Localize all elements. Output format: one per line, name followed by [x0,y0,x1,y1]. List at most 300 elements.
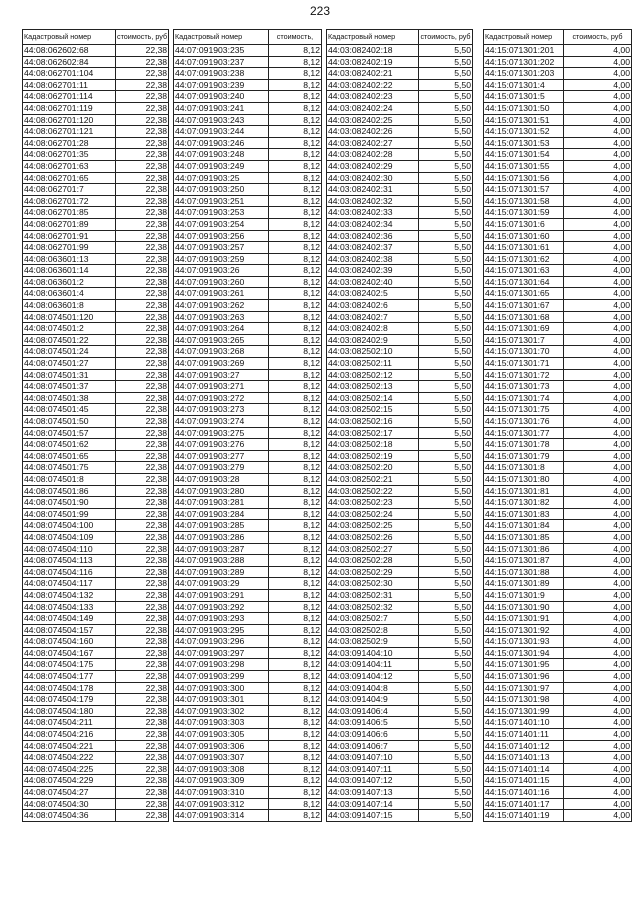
table-row [174,578,322,590]
column-header-cadastral-number: Кадастровый номер [23,30,116,45]
table-row [23,369,169,381]
cadastral-number-cell: 44:15:071301:91 [484,613,564,625]
cadastral-number-cell: 44:08:074504:229 [23,775,116,787]
cost-cell: 8,12 [269,369,322,381]
cadastral-number-cell: 44:03:082402:38 [327,253,419,265]
cost-cell: 4,00 [564,79,632,91]
table-row [484,798,632,810]
table-row [174,543,322,555]
cadastral-number-cell: 44:15:071301:93 [484,636,564,648]
table-row [484,404,632,416]
cost-cell: 4,00 [564,555,632,567]
cadastral-number-cell: 44:15:071301:62 [484,253,564,265]
cost-cell: 22,38 [116,752,169,764]
cost-cell: 5,50 [419,79,473,91]
table-row [484,230,632,242]
cost-cell: 22,38 [116,705,169,717]
cadastral-number-cell: 44:03:091404:12 [327,671,419,683]
table-row [327,369,473,381]
cost-cell: 8,12 [269,218,322,230]
cadastral-number-cell: 44:03:082502:12 [327,369,419,381]
cadastral-number-cell: 44:08:074501:99 [23,508,116,520]
table-row [174,787,322,799]
cadastral-number-cell: 44:07:091903:314 [174,810,269,822]
cost-cell: 22,38 [116,334,169,346]
table-row [484,300,632,312]
cost-cell: 8,12 [269,589,322,601]
cadastral-number-cell: 44:03:082502:29 [327,566,419,578]
cost-cell: 22,38 [116,230,169,242]
table-row [174,740,322,752]
table-row [23,358,169,370]
cost-cell: 4,00 [564,729,632,741]
cost-cell: 8,12 [269,160,322,172]
table-row [327,589,473,601]
cost-cell: 8,12 [269,543,322,555]
cost-cell: 5,50 [419,102,473,114]
cost-cell: 4,00 [564,242,632,254]
cost-cell: 5,50 [419,172,473,184]
table-row [327,485,473,497]
table-row [484,114,632,126]
cadastral-number-cell: 44:03:091407:13 [327,787,419,799]
cadastral-number-cell: 44:07:091903:292 [174,601,269,613]
table-row [174,218,322,230]
table-row [23,647,169,659]
cost-cell: 4,00 [564,102,632,114]
cost-cell: 8,12 [269,126,322,138]
cadastral-number-cell: 44:03:082402:22 [327,79,419,91]
cadastral-number-cell: 44:03:091404:10 [327,647,419,659]
cost-cell: 22,38 [116,729,169,741]
cadastral-number-cell: 44:03:082502:20 [327,462,419,474]
cost-cell: 4,00 [564,369,632,381]
cadastral-number-cell: 44:15:071301:65 [484,288,564,300]
table-row [484,253,632,265]
cost-cell: 8,12 [269,531,322,543]
table-row [327,752,473,764]
table-row [23,56,169,68]
cost-cell: 5,50 [419,323,473,335]
cadastral-number-cell: 44:03:082502:18 [327,439,419,451]
cost-cell: 8,12 [269,45,322,57]
cost-cell: 8,12 [269,508,322,520]
cadastral-number-cell: 44:07:091903:264 [174,323,269,335]
cadastral-number-cell: 44:15:071301:82 [484,497,564,509]
cost-cell: 8,12 [269,346,322,358]
table-row [23,392,169,404]
cost-cell: 8,12 [269,462,322,474]
cost-cell: 22,38 [116,311,169,323]
cadastral-number-cell: 44:15:071301:73 [484,381,564,393]
table-row [23,624,169,636]
cadastral-number-cell: 44:08:074504:221 [23,740,116,752]
table-row [174,172,322,184]
table-row [327,543,473,555]
cost-cell: 4,00 [564,787,632,799]
cadastral-number-cell: 44:08:062701:65 [23,172,116,184]
table-row [327,404,473,416]
table-row [327,427,473,439]
table-row [23,381,169,393]
cadastral-number-cell: 44:07:091903:281 [174,497,269,509]
table-row [23,346,169,358]
table-row [327,45,473,57]
cadastral-number-cell: 44:15:071401:16 [484,787,564,799]
cadastral-number-cell: 44:03:082502:24 [327,508,419,520]
table-row [327,450,473,462]
cost-cell: 22,38 [116,520,169,532]
cost-cell: 5,50 [419,740,473,752]
cost-cell: 22,38 [116,740,169,752]
table-row [23,763,169,775]
cadastral-number-cell: 44:03:082402:18 [327,45,419,57]
cost-cell: 5,50 [419,149,473,161]
cadastral-number-cell: 44:15:071301:95 [484,659,564,671]
cost-cell: 5,50 [419,195,473,207]
cost-cell: 22,38 [116,242,169,254]
table-row [23,91,169,103]
cost-cell: 22,38 [116,462,169,474]
cost-cell: 22,38 [116,102,169,114]
cadastral-number-cell: 44:08:062701:99 [23,242,116,254]
table-row [484,68,632,80]
cadastral-number-cell: 44:08:074501:120 [23,311,116,323]
table-row [327,439,473,451]
cadastral-number-cell: 44:03:082502:13 [327,381,419,393]
cost-cell: 8,12 [269,102,322,114]
cadastral-number-cell: 44:03:082402:21 [327,68,419,80]
cost-cell: 5,50 [419,578,473,590]
cost-cell: 22,38 [116,647,169,659]
cost-cell: 22,38 [116,624,169,636]
table-row [174,763,322,775]
cadastral-number-cell: 44:08:063601:8 [23,300,116,312]
cost-cell: 4,00 [564,346,632,358]
table-row [327,671,473,683]
cadastral-number-cell: 44:15:071401:12 [484,740,564,752]
table-row [23,276,169,288]
cadastral-number-cell: 44:08:062701:63 [23,160,116,172]
cadastral-number-cell: 44:15:071301:54 [484,149,564,161]
cost-cell: 8,12 [269,358,322,370]
cadastral-number-cell: 44:08:074504:211 [23,717,116,729]
cadastral-number-cell: 44:07:091903:249 [174,160,269,172]
cadastral-number-cell: 44:08:074501:65 [23,450,116,462]
cadastral-number-cell: 44:08:074501:24 [23,346,116,358]
cadastral-number-cell: 44:15:071301:88 [484,566,564,578]
cost-cell: 8,12 [269,636,322,648]
table-row [23,671,169,683]
cadastral-number-cell: 44:07:091903:295 [174,624,269,636]
cost-cell: 5,50 [419,416,473,428]
cadastral-number-cell: 44:03:082502:21 [327,473,419,485]
cadastral-number-cell: 44:03:082502:27 [327,543,419,555]
cadastral-number-cell: 44:15:071301:59 [484,207,564,219]
table-row [23,439,169,451]
table-row [484,334,632,346]
table-row [484,520,632,532]
cadastral-number-cell: 44:08:062701:7 [23,184,116,196]
cadastral-number-cell: 44:15:071301:57 [484,184,564,196]
cadastral-number-cell: 44:03:082502:9 [327,636,419,648]
cadastral-number-cell: 44:08:074504:117 [23,578,116,590]
cadastral-number-cell: 44:15:071301:203 [484,68,564,80]
cost-cell: 8,12 [269,323,322,335]
cadastral-number-cell: 44:15:071301:90 [484,601,564,613]
table-row [23,102,169,114]
cost-cell: 4,00 [564,172,632,184]
cost-cell: 4,00 [564,682,632,694]
cadastral-number-cell: 44:07:091903:285 [174,520,269,532]
table-row [484,694,632,706]
table-row [327,416,473,428]
cadastral-number-cell: 44:15:071301:202 [484,56,564,68]
table-row [23,601,169,613]
cadastral-number-cell: 44:03:091407:12 [327,775,419,787]
cadastral-number-cell: 44:15:071301:51 [484,114,564,126]
cost-cell: 22,38 [116,671,169,683]
table-row [484,531,632,543]
table-row [484,160,632,172]
table-row [23,613,169,625]
cadastral-number-cell: 44:07:091903:244 [174,126,269,138]
cadastral-number-cell: 44:15:071301:92 [484,624,564,636]
cadastral-number-cell: 44:08:074504:175 [23,659,116,671]
cadastral-number-cell: 44:08:062701:72 [23,195,116,207]
cost-cell: 22,38 [116,288,169,300]
cadastral-number-cell: 44:07:091903:279 [174,462,269,474]
cadastral-number-cell: 44:03:082502:10 [327,346,419,358]
cost-cell: 5,50 [419,636,473,648]
cadastral-number-cell: 44:15:071301:72 [484,369,564,381]
cadastral-number-cell: 44:08:074504:100 [23,520,116,532]
cost-cell: 5,50 [419,682,473,694]
cadastral-number-cell: 44:03:082402:9 [327,334,419,346]
cadastral-number-cell: 44:07:091903:308 [174,763,269,775]
table-row [174,555,322,567]
cadastral-number-cell: 44:08:074504:109 [23,531,116,543]
table-row [327,392,473,404]
cost-cell: 8,12 [269,68,322,80]
cadastral-number-cell: 44:03:082502:11 [327,358,419,370]
table-row [484,729,632,741]
column-header-cost: стоимость, руб [419,30,473,45]
cost-cell: 8,12 [269,601,322,613]
cadastral-number-cell: 44:07:091903:239 [174,79,269,91]
cost-cell: 5,50 [419,601,473,613]
table-row [327,346,473,358]
cost-cell: 8,12 [269,184,322,196]
table-row [484,740,632,752]
cadastral-number-cell: 44:03:082502:15 [327,404,419,416]
table-row [174,416,322,428]
cadastral-number-cell: 44:03:082402:8 [327,323,419,335]
cost-cell: 22,38 [116,404,169,416]
cost-cell: 22,38 [116,300,169,312]
table-row [174,358,322,370]
table-row [327,334,473,346]
cadastral-number-cell: 44:03:082402:23 [327,91,419,103]
cadastral-number-cell: 44:08:062701:28 [23,137,116,149]
cadastral-number-cell: 44:07:091903:257 [174,242,269,254]
table-row [174,439,322,451]
cost-cell: 8,12 [269,566,322,578]
table-row [484,276,632,288]
cost-cell: 22,38 [116,358,169,370]
cost-cell: 4,00 [564,694,632,706]
cost-cell: 5,50 [419,694,473,706]
cadastral-number-cell: 44:15:071301:70 [484,346,564,358]
cost-cell: 4,00 [564,473,632,485]
table-row [327,508,473,520]
table-row [484,218,632,230]
table-row [23,694,169,706]
table-row [484,381,632,393]
table-row [23,416,169,428]
table-row [484,311,632,323]
cadastral-number-cell: 44:08:074504:116 [23,566,116,578]
cadastral-number-cell: 44:08:062602:68 [23,45,116,57]
cost-cell: 5,50 [419,358,473,370]
table-row [23,485,169,497]
table-row [484,346,632,358]
table-row [327,242,473,254]
cost-cell: 8,12 [269,172,322,184]
cadastral-number-cell: 44:07:091903:262 [174,300,269,312]
cadastral-number-cell: 44:07:091903:312 [174,798,269,810]
cost-cell: 8,12 [269,798,322,810]
cadastral-number-cell: 44:03:082502:31 [327,589,419,601]
table-row [484,543,632,555]
cadastral-number-cell: 44:15:071301:80 [484,473,564,485]
cost-cell: 4,00 [564,543,632,555]
table-row [174,531,322,543]
cadastral-number-cell: 44:03:082402:26 [327,126,419,138]
cadastral-number-cell: 44:03:082402:5 [327,288,419,300]
cadastral-number-cell: 44:08:074501:27 [23,358,116,370]
cadastral-number-cell: 44:15:071301:53 [484,137,564,149]
cost-cell: 5,50 [419,520,473,532]
cost-cell: 8,12 [269,276,322,288]
cost-cell: 5,50 [419,56,473,68]
cost-cell: 8,12 [269,810,322,822]
table-row [174,45,322,57]
table-row [327,230,473,242]
cost-cell: 5,50 [419,253,473,265]
cost-cell: 5,50 [419,160,473,172]
table-row [23,427,169,439]
cost-cell: 8,12 [269,763,322,775]
cadastral-number-cell: 44:15:071301:78 [484,439,564,451]
table-row [327,531,473,543]
cadastral-number-cell: 44:03:082402:36 [327,230,419,242]
cost-cell: 22,38 [116,578,169,590]
cadastral-number-cell: 44:03:091404:11 [327,659,419,671]
cost-cell: 4,00 [564,531,632,543]
table-row [327,79,473,91]
cost-cell: 5,50 [419,45,473,57]
table-row [484,613,632,625]
cadastral-number-cell: 44:08:074504:222 [23,752,116,764]
cost-cell: 5,50 [419,207,473,219]
table-row [174,694,322,706]
table-row [174,497,322,509]
cost-cell: 4,00 [564,578,632,590]
cost-cell: 5,50 [419,775,473,787]
table-row [484,647,632,659]
cadastral-number-cell: 44:07:091903:261 [174,288,269,300]
table-row [23,659,169,671]
column-header-cadastral-number: Кадастровый номер [484,30,564,45]
cost-cell: 22,38 [116,265,169,277]
cadastral-number-cell: 44:07:091903:240 [174,91,269,103]
cost-cell: 8,12 [269,671,322,683]
cadastral-number-cell: 44:07:091903:259 [174,253,269,265]
table-row [484,126,632,138]
cadastral-number-cell: 44:15:071301:75 [484,404,564,416]
table-row [23,520,169,532]
table-row [174,717,322,729]
table-row [484,45,632,57]
table-row [327,810,473,822]
cadastral-number-cell: 44:07:091903:28 [174,473,269,485]
table-row [174,311,322,323]
cadastral-number-cell: 44:07:091903:306 [174,740,269,752]
table-row [174,392,322,404]
cost-cell: 22,38 [116,56,169,68]
table-row [327,601,473,613]
cost-cell: 5,50 [419,462,473,474]
table-row [174,149,322,161]
cadastral-number-cell: 44:07:091903:248 [174,149,269,161]
cost-cell: 22,38 [116,346,169,358]
table-row [174,404,322,416]
cost-cell: 22,38 [116,137,169,149]
cadastral-number-cell: 44:07:091903:301 [174,694,269,706]
cost-cell: 8,12 [269,439,322,451]
cost-cell: 5,50 [419,450,473,462]
cost-cell: 5,50 [419,671,473,683]
cadastral-table-3 [326,29,473,822]
cadastral-number-cell: 44:03:082502:8 [327,624,419,636]
table-row [327,195,473,207]
cost-cell: 5,50 [419,381,473,393]
table-row [23,578,169,590]
table-row [174,520,322,532]
cadastral-number-cell: 44:08:062701:114 [23,91,116,103]
cost-cell: 5,50 [419,763,473,775]
cost-cell: 4,00 [564,752,632,764]
table-row [327,160,473,172]
cadastral-number-cell: 44:08:074501:45 [23,404,116,416]
table-row [484,427,632,439]
cost-cell: 5,50 [419,566,473,578]
cadastral-number-cell: 44:03:082402:32 [327,195,419,207]
table-row [484,184,632,196]
table-row [327,717,473,729]
cost-cell: 22,38 [116,427,169,439]
cost-cell: 5,50 [419,230,473,242]
table-row [327,566,473,578]
cost-cell: 8,12 [269,416,322,428]
cost-cell: 8,12 [269,740,322,752]
cadastral-number-cell: 44:08:074504:27 [23,787,116,799]
cost-cell: 22,38 [116,323,169,335]
cost-cell: 22,38 [116,717,169,729]
table-row [484,172,632,184]
table-row [327,184,473,196]
